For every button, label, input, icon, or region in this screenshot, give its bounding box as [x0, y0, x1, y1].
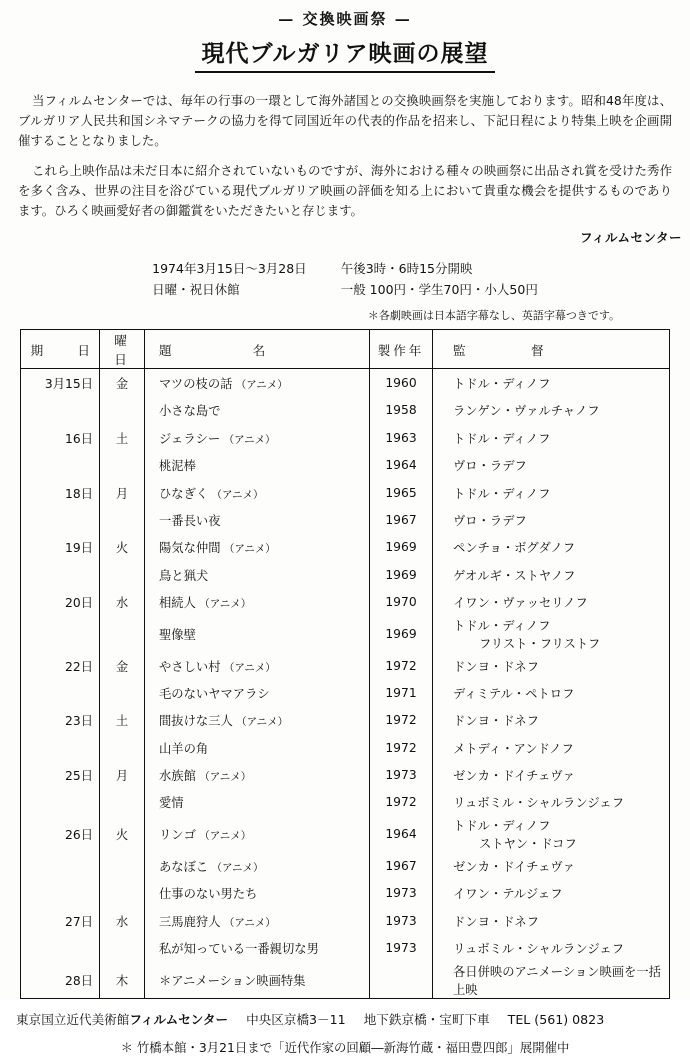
table-row: [21, 369, 670, 397]
director-name: ドンヨ・ドネフ: [453, 714, 539, 729]
director-name: ディミテル・ペトロフ: [453, 686, 575, 701]
cell-date: 23日: [21, 707, 100, 734]
film-title: 相続人: [159, 596, 196, 611]
anime-tag: （アニメ）: [232, 716, 289, 729]
cell-director: [433, 479, 670, 506]
cell-year: 1960: [370, 369, 433, 397]
table-row: [21, 506, 670, 533]
column-header-year: 製作年: [370, 330, 433, 369]
film-title: 一番長い夜: [159, 513, 221, 528]
cell-director: [433, 397, 670, 424]
cell-day: 木: [100, 962, 145, 999]
cell-year: 1970: [370, 588, 433, 615]
cell-date: [21, 934, 100, 961]
director-name: トドル・ディノフ: [453, 618, 551, 633]
cell-year: 1958: [370, 397, 433, 424]
cell-date: [21, 616, 100, 652]
info-closed: 日曜・祝日休館: [152, 282, 240, 298]
cell-date: 22日: [21, 652, 100, 679]
cell-director: [433, 616, 670, 652]
cell-title: [145, 789, 370, 816]
cell-director: [433, 451, 670, 478]
cell-day: [100, 934, 145, 961]
film-title: 水族館: [159, 769, 196, 784]
table-row: [21, 588, 670, 615]
anime-tag: （アニメ）: [208, 861, 264, 874]
film-title: 間抜けな三人: [159, 714, 233, 729]
cell-date: 19日: [21, 534, 100, 561]
info-column-dates: [152, 258, 307, 302]
cell-date: 3月15日: [21, 369, 100, 397]
table-row: [21, 962, 670, 999]
cell-date: [21, 789, 100, 816]
cell-day: 火: [100, 816, 145, 852]
footer-contact-line: [16, 1009, 674, 1028]
cell-date: [21, 679, 100, 706]
cell-date: [21, 561, 100, 588]
director-name: トドル・ディノフ: [453, 819, 551, 834]
anime-tag: （アニメ）: [232, 379, 288, 391]
director-name: ペンチョ・ボグダノフ: [453, 541, 575, 556]
cell-day: 金: [100, 652, 145, 679]
film-title: 鳥と猟犬: [159, 568, 209, 583]
film-title: ＊アニメーション映画特集: [159, 973, 306, 988]
table-row: [21, 907, 670, 934]
cell-date: 20日: [21, 588, 100, 615]
cell-title: [145, 397, 370, 424]
anime-tag: （アニメ）: [195, 598, 252, 611]
cell-title: [145, 652, 370, 679]
film-title: 愛情: [159, 796, 184, 811]
table-row: [21, 679, 670, 706]
table-row: [21, 479, 670, 506]
cell-date: [21, 880, 100, 907]
cell-year: 1967: [370, 506, 433, 533]
table-row: [21, 561, 670, 588]
cell-day: 土: [100, 707, 145, 734]
cell-title: [145, 679, 370, 706]
cell-title: [145, 816, 370, 852]
cell-title: [145, 734, 370, 761]
cell-day: [100, 789, 145, 816]
cell-day: 金: [100, 369, 145, 397]
cell-title: [145, 369, 370, 397]
table-row: [21, 397, 670, 424]
cell-day: 水: [100, 588, 145, 615]
cell-day: 月: [100, 761, 145, 788]
film-title: 陽気な仲間: [159, 541, 221, 556]
cell-year: 1973: [370, 907, 433, 934]
subtitle-note: ＊各劇映画は日本語字幕なし、英語字幕つきです。: [367, 309, 620, 323]
film-title: あなぼこ: [159, 859, 209, 874]
cell-director: [433, 934, 670, 961]
cell-year: 1964: [370, 816, 433, 852]
cell-year: 1972: [370, 789, 433, 816]
cell-year: 1971: [370, 679, 433, 706]
director-name: ゼンカ・ドイチェヴァ: [453, 859, 575, 874]
intro-text: [18, 91, 672, 222]
cell-director: [433, 588, 670, 615]
table-row: [21, 652, 670, 679]
director-name: リュボミル・シャルランジェフ: [453, 796, 624, 811]
footer-org: 東京国立近代美術館フィルムセンター: [16, 1011, 229, 1027]
column-header-day: 曜 日: [100, 330, 145, 369]
cell-day: [100, 561, 145, 588]
cell-day: [100, 397, 145, 424]
cell-director: [433, 907, 670, 934]
cell-director: [433, 734, 670, 761]
cell-year: 1972: [370, 734, 433, 761]
cell-title: [145, 451, 370, 478]
cell-director: [433, 789, 670, 816]
footer: [16, 1009, 674, 1056]
cell-director: [433, 707, 670, 734]
cell-director: [433, 679, 670, 706]
cell-date: [21, 852, 100, 879]
table-row: [21, 424, 670, 451]
director-name: ヴロ・ラデフ: [453, 459, 527, 474]
table-row: [21, 761, 670, 788]
director-name: トドル・ディノフ: [453, 486, 551, 501]
cell-date: 18日: [21, 479, 100, 506]
cell-date: 16日: [21, 424, 100, 451]
director-name: ドンヨ・ドネフ: [453, 914, 539, 929]
table-row: [21, 616, 670, 652]
cell-year: 1963: [370, 424, 433, 451]
cell-day: 月: [100, 479, 145, 506]
cell-date: [21, 734, 100, 761]
column-header-director: 監 督: [433, 330, 670, 369]
anime-tag: （アニメ）: [220, 543, 276, 556]
film-title: やさしい村: [159, 659, 221, 674]
director-name: ゼンカ・ドイチェヴァ: [453, 769, 575, 784]
film-title: ひなぎく: [159, 486, 209, 501]
anime-tag: （アニメ）: [195, 771, 252, 784]
cell-director: [433, 652, 670, 679]
cell-title: [145, 506, 370, 533]
intro-paragraph-2: これら上映作品は未だ日本に紹介されていないものですが、海外における種々の映画祭に出品され賞を受けた秀作を多く含み、世界の注目を浴びている現代ブルガリア映画の評価を知る上において貴重な機会を提供するものであります。ひろく映画愛好者の御鑑賞をいただきたいと存じます。: [18, 163, 672, 219]
intro-paragraph-1: 当フィルムセンターでは、毎年の行事の一環として海外諸国との交換映画祭を実施しております。昭和48年度は、ブルガリア人民共和国シネマテークの協力を得て同国近年の代表的作品を招来し、下記日程により特集上映を企画開催することとなりました。: [18, 93, 672, 149]
cell-day: 土: [100, 424, 145, 451]
cell-day: [100, 852, 145, 879]
cell-title: [145, 962, 370, 999]
cell-title: [145, 479, 370, 506]
director-name-secondary: フリスト・フリストフ: [479, 636, 601, 651]
cell-year: 1972: [370, 652, 433, 679]
anime-tag: （アニメ）: [220, 661, 276, 674]
schedule-table-body: [21, 369, 670, 998]
cell-year: 1969: [370, 616, 433, 652]
cell-day: [100, 506, 145, 533]
cell-date: 28日: [21, 962, 100, 999]
film-title: マツの枝の話: [159, 377, 233, 391]
page-title: 現代ブルガリア映画の展望: [195, 35, 494, 73]
film-title: 山羊の角: [159, 741, 209, 756]
cell-director: [433, 880, 670, 907]
cell-director: [433, 561, 670, 588]
column-header-date: 期 日: [21, 330, 100, 369]
cell-day: 火: [100, 534, 145, 561]
schedule-table: [20, 329, 670, 998]
cell-day: 水: [100, 907, 145, 934]
cell-title: [145, 588, 370, 615]
cell-year: 1972: [370, 707, 433, 734]
film-title: 小さな島で: [159, 404, 221, 419]
cell-title: [145, 707, 370, 734]
cell-director: [433, 761, 670, 788]
cell-title: [145, 424, 370, 451]
cell-year: 1973: [370, 761, 433, 788]
cell-director: [433, 534, 670, 561]
anime-tag: （アニメ）: [220, 433, 276, 446]
header: [0, 0, 690, 73]
film-title: 毛のないヤマアラシ: [159, 686, 270, 701]
director-name: トドル・ディノフ: [453, 377, 551, 391]
director-name: イワン・ヴァッセリノフ: [453, 596, 588, 611]
cell-director: [433, 506, 670, 533]
director-name: リュボミル・シャルランジェフ: [453, 942, 624, 957]
cell-day: [100, 734, 145, 761]
cell-year: [370, 962, 433, 999]
cell-date: [21, 451, 100, 478]
film-title: リンゴ: [159, 828, 196, 843]
cell-title: [145, 852, 370, 879]
info-prices: 一般 100円・学生70円・小人50円: [340, 282, 538, 298]
anime-tag: （アニメ）: [208, 488, 264, 501]
table-row: [21, 934, 670, 961]
info-period: 1974年3月15日～3月28日: [152, 260, 307, 276]
cell-director: [433, 816, 670, 852]
footer-address: 中央区京橋3－11: [246, 1011, 346, 1027]
film-title: 三馬鹿狩人: [159, 914, 221, 929]
anime-tag: （アニメ）: [220, 916, 276, 929]
cell-title: [145, 761, 370, 788]
table-row: [21, 707, 670, 734]
director-name-secondary: ストヤン・ドコフ: [479, 837, 577, 852]
footer-notice: ＊ 竹橋本館・3月21日まで「近代作家の回顧―新海竹蔵・福田豊四郎」展開催中: [120, 1039, 570, 1055]
cell-director: [433, 424, 670, 451]
film-title: 仕事のない男たち: [159, 887, 258, 902]
director-name: ヴロ・ラデフ: [453, 513, 527, 528]
table-row: [21, 789, 670, 816]
cell-year: 1967: [370, 852, 433, 879]
cell-title: [145, 907, 370, 934]
info-times: 午後3時・6時15分開映: [340, 260, 473, 276]
director-name: 各日併映のアニメーション映画を一括上映: [453, 964, 661, 997]
cell-day: [100, 880, 145, 907]
footer-tel: TEL (561) 0823: [507, 1011, 605, 1027]
cell-year: 1969: [370, 534, 433, 561]
cell-title: [145, 934, 370, 961]
table-row: [21, 852, 670, 879]
director-name: メトディ・アンドノフ: [453, 741, 574, 756]
cell-date: 27日: [21, 907, 100, 934]
table-row: [21, 451, 670, 478]
cell-title: [145, 561, 370, 588]
cell-year: 1964: [370, 451, 433, 478]
table-row: [21, 880, 670, 907]
director-name: ランゲン・ヴァルチャノフ: [453, 404, 600, 419]
cell-year: 1973: [370, 880, 433, 907]
film-title: ジェラシー: [159, 431, 221, 446]
footer-org-bold: フィルムセンター: [129, 1011, 229, 1027]
film-title: 桃泥棒: [159, 459, 196, 474]
table-row: [21, 534, 670, 561]
director-name: トドル・ディノフ: [453, 431, 551, 446]
director-name: ドンヨ・ドネフ: [453, 659, 539, 674]
cell-director: [433, 962, 670, 999]
cell-date: [21, 506, 100, 533]
cell-day: [100, 451, 145, 478]
column-header-title: 題 名: [145, 330, 370, 369]
cell-title: [145, 880, 370, 907]
cell-title: [145, 616, 370, 652]
cell-year: 1965: [370, 479, 433, 506]
anime-tag: （アニメ）: [195, 830, 252, 843]
screening-info: [0, 258, 690, 302]
cell-date: 25日: [21, 761, 100, 788]
cell-day: [100, 616, 145, 652]
kicker-text: — 交換映画祭 —: [278, 10, 412, 28]
footer-access: 地下鉄京橋・宝町下車: [363, 1011, 490, 1027]
film-title: 私が知っている一番親切な男: [159, 942, 319, 957]
cell-date: [21, 397, 100, 424]
issuer-signature: フィルムセンター: [579, 229, 682, 245]
cell-year: 1973: [370, 934, 433, 961]
director-name: イワン・テルジェフ: [453, 887, 563, 902]
cell-director: [433, 369, 670, 397]
cell-director: [433, 852, 670, 879]
table-row: [21, 734, 670, 761]
film-title: 聖像壁: [159, 627, 196, 642]
cell-date: 26日: [21, 816, 100, 852]
schedule-table-head: [21, 330, 670, 369]
cell-year: 1969: [370, 561, 433, 588]
cell-day: [100, 679, 145, 706]
cell-title: [145, 534, 370, 561]
info-column-times: [341, 258, 538, 302]
director-name: ゲオルギ・ストヤノフ: [453, 568, 576, 583]
table-row: [21, 816, 670, 852]
